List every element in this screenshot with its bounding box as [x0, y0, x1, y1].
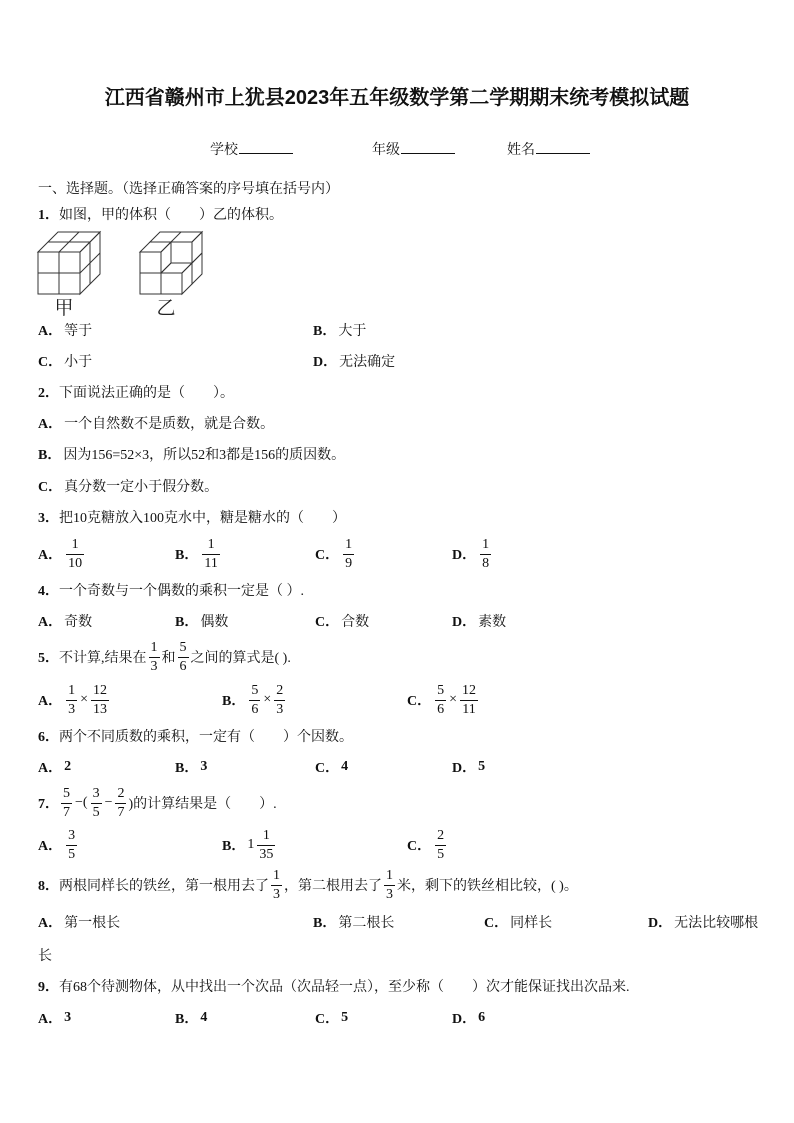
fraction: [61, 786, 72, 821]
numerator: 1: [343, 537, 354, 555]
minus-paren: −(: [75, 795, 88, 810]
fraction: [178, 640, 189, 675]
numerator: 3: [91, 786, 102, 804]
option-label: C．: [407, 694, 432, 709]
option-text: 3: [200, 759, 208, 774]
name-field: [507, 139, 590, 157]
question-number: 8．: [38, 879, 59, 894]
numerator: 1: [257, 828, 275, 846]
fraction: [202, 537, 219, 572]
q8-option-d: [648, 904, 758, 940]
question-3: [38, 499, 346, 535]
q9-option-b: [175, 1000, 207, 1036]
fraction: [435, 683, 446, 718]
fraction: [343, 537, 354, 572]
question-number: 2．: [38, 386, 59, 401]
option-label: D．: [313, 355, 338, 370]
denominator: 5: [92, 804, 100, 820]
fraction: [66, 828, 77, 863]
fraction: [66, 537, 84, 572]
option-label: B．: [38, 448, 62, 463]
q7-option-c: [407, 827, 448, 863]
option-text: 5: [478, 759, 486, 774]
fraction: [91, 683, 109, 718]
numerator: 1: [66, 683, 77, 701]
option-label: C．: [484, 916, 509, 931]
question-5: [38, 639, 291, 675]
mixed-number-whole: 1: [247, 837, 255, 852]
name-blank-line: [536, 139, 590, 154]
option-text: 2: [64, 759, 72, 774]
option-text: 第一根长: [64, 916, 121, 931]
option-label: C．: [407, 839, 432, 854]
question-stem-part: 和: [161, 651, 176, 666]
name-label: 姓名: [507, 143, 535, 158]
question-stem-part: 不计算,结果在: [59, 651, 147, 666]
question-number: 6．: [38, 730, 59, 745]
fraction: [480, 537, 491, 572]
fraction: [271, 868, 282, 903]
q9-option-c: [315, 1000, 348, 1036]
option-label: C．: [315, 1012, 340, 1027]
denominator: 35: [259, 846, 274, 862]
question-number: 7．: [38, 797, 59, 812]
q5-option-b: [222, 682, 287, 718]
q8-option-c: [484, 904, 552, 940]
school-label: 学校: [210, 143, 238, 158]
option-label: B．: [175, 615, 199, 630]
denominator: 3: [273, 886, 280, 902]
question-stem: 下面说法正确的是（ ）。: [59, 386, 234, 401]
question-8: [38, 867, 578, 903]
option-text: 6: [478, 1010, 486, 1025]
question-stem: 有68个待测物体，从中找出一个次品（次品轻一点），至少称（ ）次才能保证找出次品来.: [59, 980, 630, 995]
denominator: 8: [482, 555, 490, 571]
denominator: 7: [63, 804, 70, 820]
q7-option-b: [222, 827, 277, 863]
option-label: D．: [452, 1012, 477, 1027]
q6-option-b: [175, 749, 207, 785]
question-9: [38, 968, 630, 1004]
q3-option-d: [452, 536, 493, 572]
option-label: C．: [315, 615, 340, 630]
numerator: 1: [384, 868, 395, 886]
fraction: [249, 683, 260, 718]
option-text: 4: [200, 1010, 208, 1025]
option-label: D．: [648, 916, 673, 931]
question-number: 4．: [38, 584, 59, 599]
q4-option-d: [452, 603, 506, 639]
numerator: 2: [435, 828, 446, 846]
numerator: 1: [202, 537, 219, 555]
cube-figure-jia: [38, 232, 100, 294]
numerator: 1: [66, 537, 84, 555]
option-label: A．: [38, 324, 63, 339]
multiply-sign: ×: [80, 692, 89, 707]
option-text: 因为156=52×3，所以52和3都是156的质因数。: [63, 448, 346, 463]
question-number: 5．: [38, 651, 59, 666]
question-stem-part: 米，剩下的铁丝相比较，( )。: [397, 879, 578, 894]
grade-blank-line: [401, 139, 455, 154]
option-text: 等于: [64, 324, 93, 339]
q8-option-d-continuation: 长: [38, 949, 52, 964]
denominator: 6: [251, 701, 259, 717]
school-blank-line: [239, 139, 293, 154]
option-text: 偶数: [200, 615, 229, 630]
option-label: A．: [38, 839, 63, 854]
denominator: 6: [179, 658, 187, 674]
option-text: 第二根长: [338, 916, 395, 931]
option-text: 小于: [64, 355, 93, 370]
option-label: B．: [222, 694, 246, 709]
option-label: A．: [38, 548, 63, 563]
option-label: B．: [175, 761, 199, 776]
option-label: A．: [38, 615, 63, 630]
question-number: 9．: [38, 980, 59, 995]
fraction: [460, 683, 478, 718]
option-label: D．: [452, 615, 477, 630]
multiply-sign: ×: [263, 692, 272, 707]
q3-option-a: [38, 536, 86, 572]
numerator: 3: [66, 828, 77, 846]
option-label: D．: [452, 548, 477, 563]
q5-option-a: [38, 682, 111, 718]
denominator: 9: [345, 555, 353, 571]
option-text: 奇数: [64, 615, 93, 630]
numerator: 1: [480, 537, 491, 555]
option-text: 大于: [338, 324, 367, 339]
numerator: 5: [61, 786, 72, 804]
option-text: 无法比较哪根: [674, 916, 759, 931]
numerator: 5: [178, 640, 189, 658]
section-heading: 一、选择题。（选择正确答案的序号填在括号内）: [38, 182, 339, 197]
denominator: 3: [68, 701, 76, 717]
denominator: 3: [150, 658, 158, 674]
option-label: C．: [38, 355, 63, 370]
question-1: [38, 196, 283, 232]
grade-label: 年级: [372, 143, 400, 158]
q6-option-d: [452, 749, 485, 785]
option-label: A．: [38, 916, 63, 931]
numerator: 5: [249, 683, 260, 701]
question-number: 1．: [38, 208, 59, 223]
numerator: 1: [271, 868, 282, 886]
question-number: 3．: [38, 511, 59, 526]
page-title: 江西省赣州市上犹县2023年五年级数学第二学期期末统考模拟试题: [104, 87, 690, 109]
denominator: 3: [386, 886, 393, 902]
numerator: 12: [460, 683, 478, 701]
question-stem: 两个不同质数的乘积，一定有（ ）个因数。: [59, 730, 353, 745]
denominator: 10: [68, 555, 83, 571]
denominator: 3: [276, 701, 284, 717]
numerator: 2: [274, 683, 285, 701]
option-label: C．: [38, 480, 63, 495]
fraction: [66, 683, 77, 718]
numerator: 12: [91, 683, 109, 701]
option-label: B．: [175, 1012, 199, 1027]
q1-option-d: [313, 343, 395, 379]
grade-field: [372, 139, 455, 157]
question-stem: 一个奇数与一个偶数的乘积一定是（ ）.: [59, 584, 304, 599]
option-label: A．: [38, 417, 63, 432]
question-7: [38, 785, 277, 821]
option-text: 一个自然数不是质数，就是合数。: [64, 417, 275, 432]
option-label: A．: [38, 694, 63, 709]
option-text: 合数: [341, 615, 370, 630]
option-label: B．: [313, 916, 337, 931]
q6-option-a: [38, 749, 71, 785]
numerator: 2: [115, 786, 126, 804]
option-text: 同样长: [510, 916, 553, 931]
denominator: 5: [437, 846, 445, 862]
fraction: [384, 868, 395, 903]
denominator: 11: [462, 701, 476, 717]
q3-option-b: [175, 536, 222, 572]
fraction: [91, 786, 102, 821]
denominator: 11: [204, 555, 218, 571]
option-label: D．: [452, 761, 477, 776]
q4-option-b: [175, 603, 228, 639]
q6-option-c: [315, 749, 348, 785]
multiply-sign: ×: [449, 692, 458, 707]
q3-option-c: [315, 536, 356, 572]
fraction: [274, 683, 285, 718]
option-label: C．: [315, 548, 340, 563]
q9-option-a: [38, 1000, 71, 1036]
option-text: 3: [64, 1010, 72, 1025]
fraction: [149, 640, 160, 675]
question-stem: 把10克糖放入100克水中，糖是糖水的（ ）: [59, 511, 346, 526]
denominator: 6: [437, 701, 445, 717]
question-stem-part: 之间的算式是( ).: [190, 651, 291, 666]
q5-option-c: [407, 682, 480, 718]
question-stem-part: ，第二根用去了: [284, 879, 382, 894]
question-stem-part: 两根同样长的铁丝，第一根用去了: [59, 879, 269, 894]
q7-option-a: [38, 827, 79, 863]
numerator: 5: [435, 683, 446, 701]
q9-option-d: [452, 1000, 485, 1036]
denominator: 7: [117, 804, 125, 820]
fraction: [115, 786, 126, 821]
option-label: A．: [38, 761, 63, 776]
question-stem-part: )的计算结果是（ ）.: [128, 797, 277, 812]
option-text: 无法确定: [339, 355, 396, 370]
numerator: 1: [149, 640, 160, 658]
fraction: [257, 828, 275, 863]
option-label: B．: [313, 324, 337, 339]
figure-label-jia: 甲: [54, 297, 74, 319]
denominator: 13: [93, 701, 108, 717]
fraction: [435, 828, 446, 863]
q4-option-c: [315, 603, 369, 639]
q2-option-b: [38, 436, 345, 472]
option-text: 素数: [478, 615, 507, 630]
option-text: 真分数一定小于假分数。: [64, 480, 219, 495]
school-field: [210, 139, 293, 157]
option-label: C．: [315, 761, 340, 776]
figure-label-yi: 乙: [156, 297, 176, 319]
question-stem: 如图，甲的体积（ ）乙的体积。: [59, 208, 283, 223]
q4-option-a: [38, 603, 92, 639]
denominator: 5: [68, 846, 76, 862]
option-label: B．: [175, 548, 199, 563]
minus-sign: −: [104, 795, 113, 810]
option-text: 4: [341, 759, 349, 774]
cube-figure-yi: [140, 232, 202, 294]
cube-volume-figure: [36, 229, 206, 321]
q8-option-b: [313, 904, 394, 940]
option-label: B．: [222, 839, 246, 854]
option-text: 5: [341, 1010, 349, 1025]
q8-option-a: [38, 904, 120, 940]
option-label: A．: [38, 1012, 63, 1027]
